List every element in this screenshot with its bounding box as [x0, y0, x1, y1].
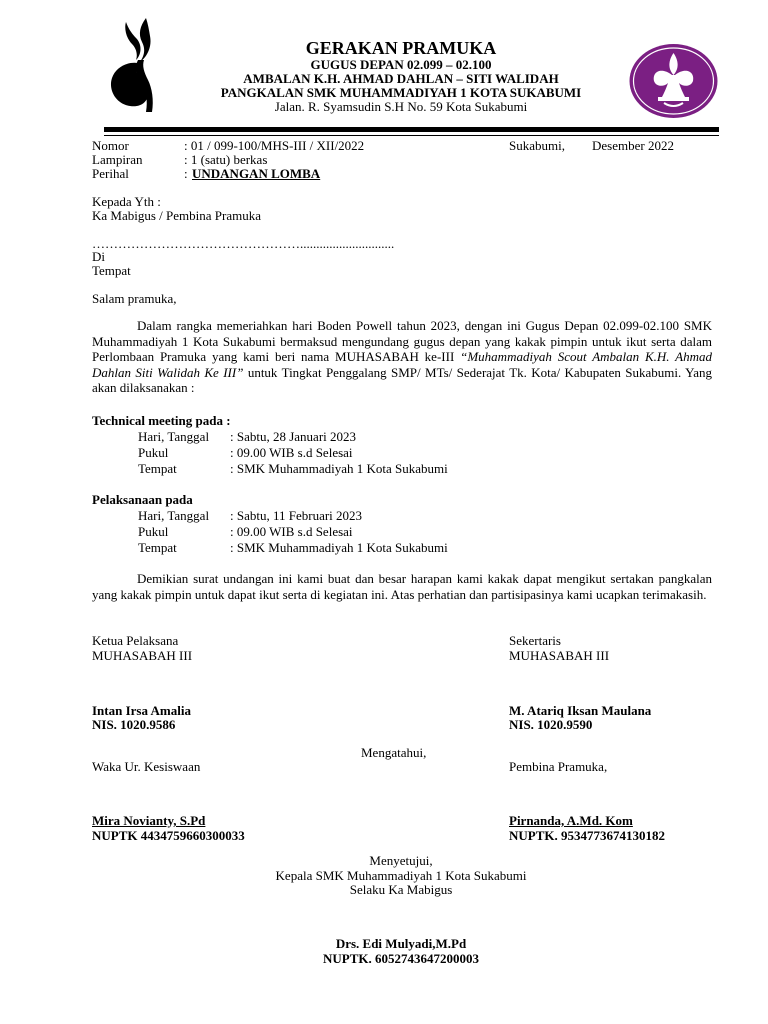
- ketua-role: Ketua Pelaksana: [92, 633, 179, 648]
- sekretaris-name: M. Atariq Iksan Maulana: [509, 703, 652, 718]
- pembina-id: NUPTK. 9534773674130182: [509, 828, 665, 843]
- recipient-tempat: Tempat: [92, 263, 131, 278]
- body-paragraph-2: Demikian surat undangan ini kami buat dan besar harapan kami kakak dapat mengikut sertakan pangkalan yang kakak pimpin untuk dapat ikut serta di kegiatan ini. Atas perhatian dan partisipasinya kami ucapkan terimakasih.: [92, 571, 712, 602]
- perihal-value: UNDANGAN LOMBA: [192, 166, 321, 181]
- ambalan-line: AMBALAN K.H. AHMAD DAHLAN – SITI WALIDAH: [243, 71, 559, 86]
- nomor-value: : 01 / 099-100/MHS-III / XII/2022: [184, 138, 365, 153]
- ketua-org: MUHASABAH III: [92, 648, 193, 663]
- address-line: Jalan. R. Syamsudin S.H No. 59 Kota Sukabumi: [274, 99, 528, 114]
- lampiran-value: : 1 (satu) berkas: [184, 152, 268, 167]
- tm-pukul-label: Pukul: [138, 445, 169, 460]
- pl-title: Pelaksanaan pada: [92, 492, 193, 507]
- body-p1-text: Dalam rangka memeriahkan hari Boden Powell tahun 2023, dengan ini Gugus Depan 02.099-02.100 SMK Muhammadiyah 1 Kota Sukabumi bermaksud mengundang gugus depan yang kakak pimpin untuk ikut serta dalam Perlombaan Pramuka yang kami beri nama MUHASABAH ke-III: [92, 318, 712, 364]
- tm-pukul-value: : 09.00 WIB s.d Selesai: [230, 445, 353, 460]
- gugus-depan-line: GUGUS DEPAN 02.099 – 02.100: [310, 57, 492, 72]
- recipient-line2: Ka Mabigus / Pembina Pramuka: [92, 208, 261, 223]
- sekretaris-role: Sekertaris: [509, 633, 561, 648]
- tm-tempat-label: Tempat: [138, 461, 177, 476]
- pl-hari-value: : Sabtu, 11 Februari 2023: [230, 508, 363, 523]
- ketua-id: NIS. 1020.9586: [92, 717, 176, 732]
- tm-hari-label: Hari, Tanggal: [138, 429, 210, 444]
- waka-role: Waka Ur. Kesiswaan: [92, 759, 201, 774]
- pl-tempat-value: : SMK Muhammadiyah 1 Kota Sukabumi: [230, 540, 448, 555]
- tm-title: Technical meeting pada :: [92, 413, 231, 428]
- pl-pukul-value: : 09.00 WIB s.d Selesai: [230, 524, 353, 539]
- recipient-di: Di: [92, 249, 105, 264]
- kepala-role: Kepala SMK Muhammadiyah 1 Kota Sukabumi: [275, 868, 527, 883]
- nomor-label: Nomor: [92, 138, 129, 153]
- waka-name: Mira Novianty, S.Pd: [92, 813, 206, 828]
- kepala-id: NUPTK. 6052743647200003: [323, 951, 479, 966]
- recipient-line1: Kepada Yth :: [92, 194, 161, 209]
- greeting: Salam pramuka,: [92, 291, 177, 306]
- kepala-sub: Selaku Ka Mabigus: [349, 882, 453, 897]
- pembina-role: Pembina Pramuka,: [509, 759, 608, 774]
- letter-date: Desember 2022: [592, 138, 674, 153]
- header-rule-thin: [104, 135, 719, 136]
- mengetahui-label: Mengatahui,: [361, 745, 427, 760]
- kepala-name: Drs. Edi Mulyadi,M.Pd: [335, 936, 467, 951]
- sekretaris-org: MUHASABAH III: [509, 648, 610, 663]
- city: Sukabumi,: [509, 138, 565, 153]
- recipient-dots: ………………………………………….............................: [92, 236, 395, 251]
- waka-id: NUPTK 4434759660300033: [92, 828, 245, 843]
- body-p1-tail: untuk Tingkat Penggalang SMP/ MTs/ Sederajat Tk. Kota/ Kabupaten Sukabumi. Yang akan dilaksanakan :: [92, 364, 712, 395]
- pangkalan-line: PANGKALAN SMK MUHAMMADIYAH 1 KOTA SUKABUMI: [220, 85, 582, 100]
- menyetujui-label: Menyetujui,: [369, 853, 433, 868]
- perihal-colon: :: [184, 166, 188, 181]
- ketua-name: Intan Irsa Amalia: [92, 703, 191, 718]
- tm-tempat-value: : SMK Muhammadiyah 1 Kota Sukabumi: [230, 461, 448, 476]
- lampiran-label: Lampiran: [92, 152, 143, 167]
- tm-hari-value: : Sabtu, 28 Januari 2023: [230, 429, 357, 444]
- header-rule-thick: [104, 127, 719, 132]
- perihal-label: Perihal: [92, 166, 129, 181]
- pl-hari-label: Hari, Tanggal: [138, 508, 210, 523]
- body-paragraph-1: [92, 318, 712, 396]
- pembina-name: Pirnanda, A.Md. Kom: [509, 813, 633, 828]
- event-name-italic: “Muhammadiyah Scout Ambalan K.H. Ahmad Dahlan Siti Walidah Ke III”: [92, 349, 712, 380]
- pl-pukul-label: Pukul: [138, 524, 169, 539]
- org-title: GERAKAN PRAMUKA: [305, 38, 497, 58]
- sekretaris-id: NIS. 1020.9590: [509, 717, 593, 732]
- pl-tempat-label: Tempat: [138, 540, 177, 555]
